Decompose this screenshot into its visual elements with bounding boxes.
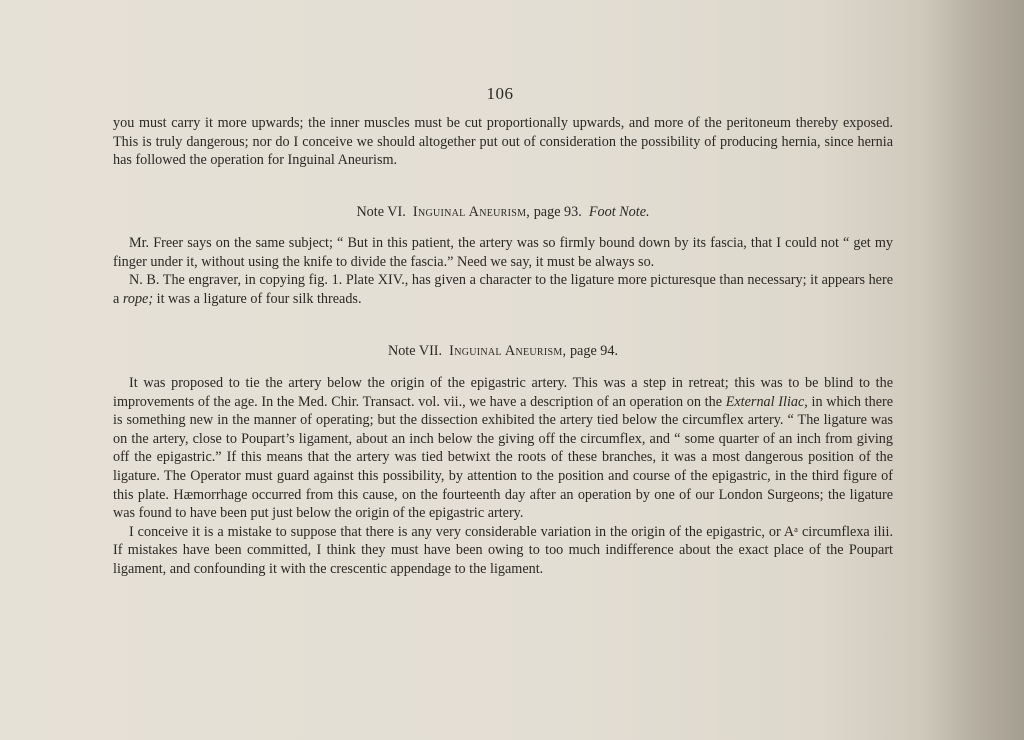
note-vi-p2-italic: rope; (122, 290, 154, 307)
note-vi-heading (113, 203, 893, 221)
note-vii-title: Inguinal Aneurism, (449, 343, 567, 359)
note-vii-paragraph-1 (113, 374, 893, 523)
note-vii-heading (113, 342, 893, 360)
note-vi-title: Inguinal Aneurism, (412, 204, 531, 220)
note-vi-paragraph-2 (113, 271, 893, 308)
note-vi-paragraph-1: Mr. Freer says on the same subject; “ But in this patient, the artery was so firmly bound down by its fascia, that I could not “ get my finger under it, without using the knife to divide the fascia.” Need we say, it must be always so. (113, 235, 893, 270)
note-vii-p1-text-a: It was proposed to tie the artery below the origin of the epigastric artery. This was a step in retreat; this was to be blind to the improvements of the age. In the Med. Chir. Transact. vol. vii., we have a description of an operation on the (113, 375, 893, 410)
note-vii-body (113, 374, 893, 579)
note-vii-label: Note VII. (387, 343, 443, 359)
note-vii-paragraph-2: I conceive it is a mistake to suppose that there is any very considerable variation in the origin of the epigastric, or Aᵃ circumflexa ilii. If mistakes have been committed, I think they must have been owing to too much indifference about the exact place of the Poupart ligament, and confounding it with the crescentic appendage to the ligament. (113, 523, 893, 577)
note-vii-p1-text-b: in which there is something new in the manner of operating; but the dissection exhibited the artery tied below the circumflex artery. “ The ligature was on the artery, close to Poupart’s ligament, about an inch below the giving off the circumflex, and “ some quarter of an inch from giving off the epigastric.” If this means that the artery was tied betwixt the roots of these branches, it was a most dangerous position of the ligature. The Operator must guard against this possibility, by attention to the position and course of the epigastric, in the third figure of this plate. Hæmorrhage occurred from this cause, on the fourteenth day after an operation by one of our London Surgeons; the ligature was found to have been put just below the origin of the epigastric artery. (113, 393, 894, 522)
note-vii-p1-italic: External Iliac, (725, 393, 808, 410)
note-vi-p2-text-b: it was a ligature of four silk threads. (156, 290, 362, 307)
note-vi-extra: Foot Note. (588, 204, 650, 220)
continuation-paragraph: you must carry it more upwards; the inner muscles must be cut proportionally upwards, and more of the peritoneum thereby exposed. This is truly dangerous; nor do I conceive we should altogether put out of consideration the possibility of producing hernia, since hernia has followed the operation for Inguinal Aneurism. (113, 115, 893, 169)
note-vii-page: page 94. (569, 343, 619, 359)
note-vi-body (113, 234, 893, 308)
note-vi-label: Note VI. (356, 204, 406, 220)
note-vi-page: page 93. (533, 204, 582, 220)
page-number: 106 (486, 84, 514, 103)
note-vi-p2-text-a: N. B. The engraver, in copying fig. 1. Plate XIV., has given a character to the ligature more picturesque than necessary; it appears here a (113, 272, 893, 307)
